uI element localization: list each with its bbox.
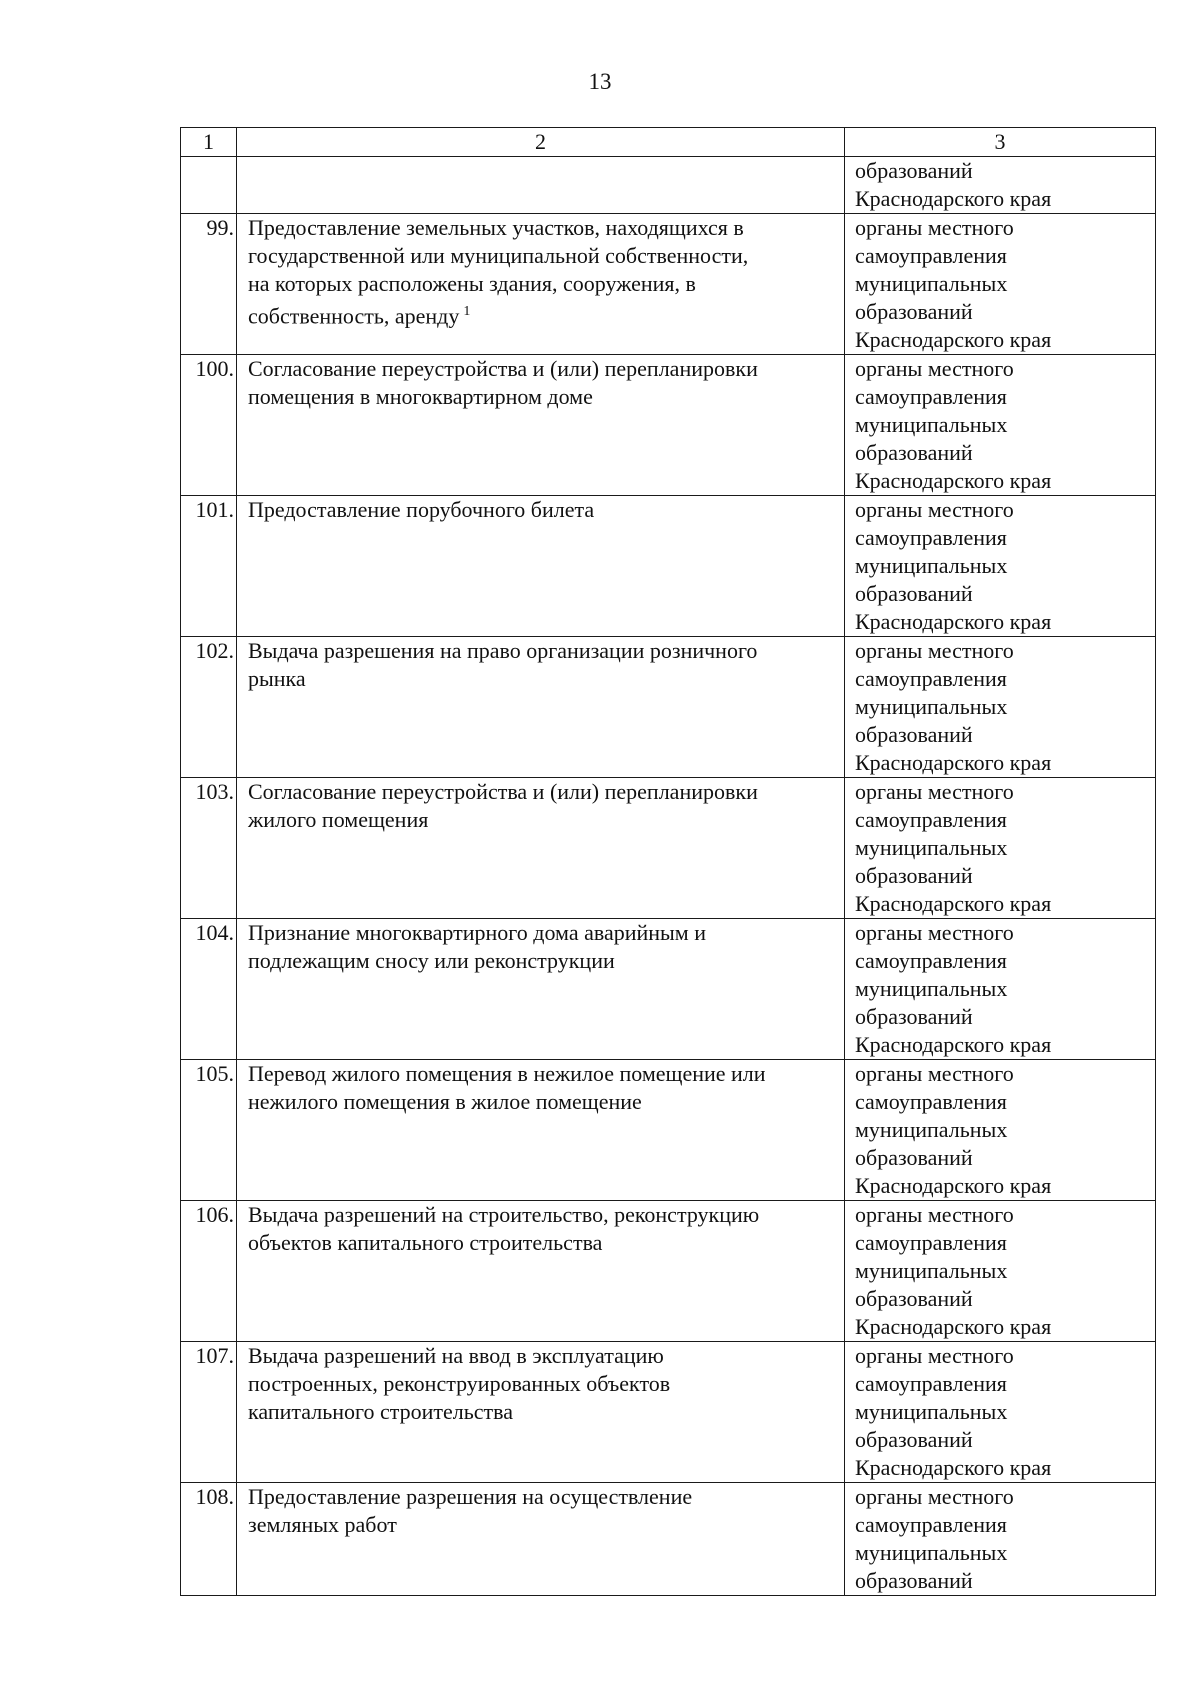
service-name-text: Предоставление земельных участков, находящихся в государственной или муниципальной собственности, на которых расположены здания, сооружения, в собственность, аренду [248,215,749,329]
responsible-body-text: органы местного самоуправления муниципальных образований Краснодарского края [855,1343,1052,1480]
table-row [181,778,1156,919]
responsible-body [845,355,1156,496]
service-name [237,1342,845,1483]
service-name [237,637,845,778]
service-name [237,157,845,214]
responsible-body-text: органы местного самоуправления муниципальных образований Краснодарского края [855,1061,1052,1198]
service-name-text: Согласование переустройства и (или) перепланировки помещения в многоквартирном доме [248,356,758,409]
table-row [181,637,1156,778]
table-row [181,1201,1156,1342]
responsible-body-text: органы местного самоуправления муниципальных образований Краснодарского края [855,638,1052,775]
responsible-body-text: органы местного самоуправления муниципальных образований [855,1484,1014,1593]
service-name-text: Выдача разрешений на ввод в эксплуатацию построенных, реконструированных объектов капитального строительства [248,1343,671,1424]
responsible-body-text: органы местного самоуправления муниципальных образований Краснодарского края [855,779,1052,916]
responsible-body [845,778,1156,919]
responsible-body [845,214,1156,355]
table-row [181,1060,1156,1201]
row-number: 106. [181,1201,237,1342]
responsible-body-text: органы местного самоуправления муниципальных образований Краснодарского края [855,356,1052,493]
responsible-body: образований Краснодарского края [845,157,1156,214]
service-name-text: Выдача разрешений на строительство, реконструкцию объектов капитального строительства [248,1202,760,1255]
responsible-body [845,919,1156,1060]
responsible-body-text: органы местного самоуправления муниципальных образований Краснодарского края [855,497,1052,634]
responsible-body-text: органы местного самоуправления муниципальных образований Краснодарского края [855,215,1052,352]
table-row [181,214,1156,355]
service-name [237,1060,845,1201]
responsible-body [845,1483,1156,1596]
row-number: 103. [181,778,237,919]
table-row [181,1342,1156,1483]
table-header-row [181,128,1156,157]
service-name [237,496,845,637]
responsible-body [845,637,1156,778]
row-number: 101. [181,496,237,637]
table-row [181,355,1156,496]
service-name [237,919,845,1060]
service-name [237,1483,845,1596]
column-header-1: 1 [181,128,237,157]
service-name [237,355,845,496]
page-number: 13 [588,69,612,94]
responsible-body [845,496,1156,637]
responsible-body-text: органы местного самоуправления муниципальных образований Краснодарского края [855,920,1052,1057]
column-header-2: 2 [237,128,845,157]
row-number: 108. [181,1483,237,1596]
row-number: 100. [181,355,237,496]
row-number: 102. [181,637,237,778]
service-name [237,214,845,355]
responsible-body [845,1060,1156,1201]
responsible-body-text: органы местного самоуправления муниципальных образований Краснодарского края [855,1202,1052,1339]
responsible-body [845,1342,1156,1483]
row-number: 99. [181,214,237,355]
service-name-text: Предоставление разрешения на осуществление земляных работ [248,1484,693,1537]
row-number: 105. [181,1060,237,1201]
responsible-body [845,1201,1156,1342]
row-number [181,157,237,214]
service-name-text: Предоставление порубочного билета [248,497,595,522]
row-number: 107. [181,1342,237,1483]
column-header-3: 3 [845,128,1156,157]
row-number: 104. [181,919,237,1060]
service-name-text: Признание многоквартирного дома аварийным и подлежащим сносу или реконструкции [248,920,707,973]
table-row [181,1483,1156,1596]
service-name-text: Перевод жилого помещения в нежилое помещение или нежилого помещения в жилое помещение [248,1061,766,1114]
services-table [180,127,1156,1596]
footnote-marker: 1 [463,304,471,319]
table-row [181,919,1156,1060]
table-row [181,496,1156,637]
continuation-row [181,157,1156,214]
service-name-text: Выдача разрешения на право организации розничного рынка [248,638,758,691]
service-name [237,1201,845,1342]
service-name-text: Согласование переустройства и (или) перепланировки жилого помещения [248,779,758,832]
service-name [237,778,845,919]
